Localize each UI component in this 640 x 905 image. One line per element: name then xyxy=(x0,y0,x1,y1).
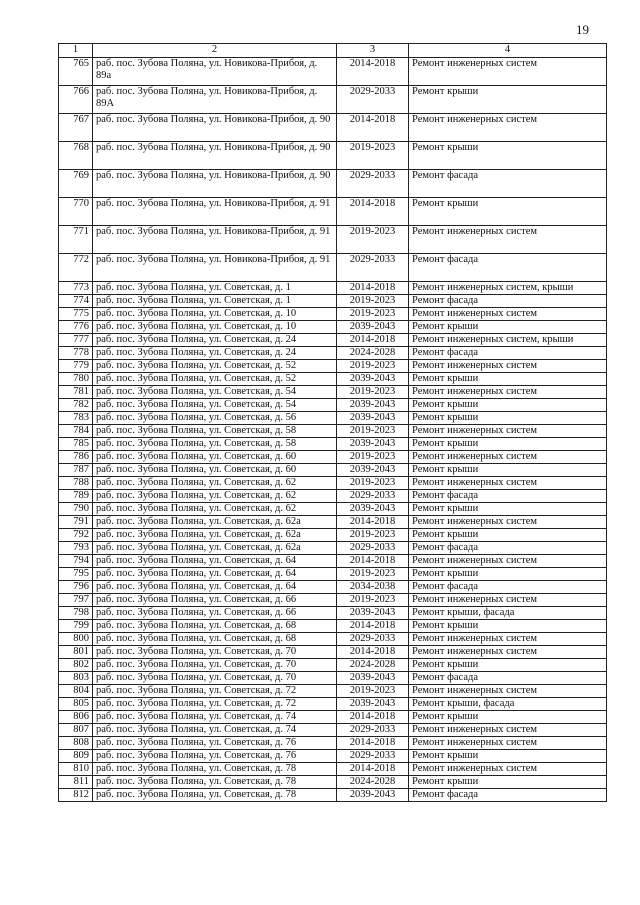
column-header: 1 xyxy=(59,44,93,58)
work-type-cell: Ремонт крыши xyxy=(409,142,607,170)
table-row xyxy=(59,308,607,321)
address-cell: раб. пос. Зубова Поляна, ул. Советская, д. 72 xyxy=(93,685,337,698)
period-cell: 2019-2023 xyxy=(337,568,409,581)
table-row xyxy=(59,685,607,698)
address-cell: раб. пос. Зубова Поляна, ул. Советская, д. 70 xyxy=(93,646,337,659)
work-type-cell: Ремонт инженерных систем xyxy=(409,386,607,399)
period-cell: 2019-2023 xyxy=(337,451,409,464)
period-cell: 2039-2043 xyxy=(337,672,409,685)
table-row xyxy=(59,334,607,347)
work-type-cell: Ремонт фасада xyxy=(409,254,607,282)
work-type-cell: Ремонт крыши xyxy=(409,373,607,386)
column-header: 3 xyxy=(337,44,409,58)
work-type-cell: Ремонт фасада xyxy=(409,581,607,594)
address-cell: раб. пос. Зубова Поляна, ул. Советская, д. 52 xyxy=(93,373,337,386)
address-cell: раб. пос. Зубова Поляна, ул. Советская, д. 54 xyxy=(93,399,337,412)
row-number: 812 xyxy=(59,789,93,802)
column-number-row xyxy=(59,44,607,58)
row-number: 801 xyxy=(59,646,93,659)
table-row xyxy=(59,724,607,737)
row-number: 787 xyxy=(59,464,93,477)
address-cell: раб. пос. Зубова Поляна, ул. Советская, д. 62а xyxy=(93,529,337,542)
work-type-cell: Ремонт инженерных систем xyxy=(409,360,607,373)
table-row xyxy=(59,425,607,438)
address-cell: раб. пос. Зубова Поляна, ул. Новикова-Прибоя, д. 89А xyxy=(93,86,337,114)
row-number: 795 xyxy=(59,568,93,581)
row-number: 798 xyxy=(59,607,93,620)
address-cell: раб. пос. Зубова Поляна, ул. Советская, д. 78 xyxy=(93,789,337,802)
address-cell: раб. пос. Зубова Поляна, ул. Советская, д. 56 xyxy=(93,412,337,425)
table-row xyxy=(59,360,607,373)
period-cell: 2019-2023 xyxy=(337,685,409,698)
work-type-cell: Ремонт крыши xyxy=(409,776,607,789)
period-cell: 2024-2028 xyxy=(337,347,409,360)
address-cell: раб. пос. Зубова Поляна, ул. Советская, д. 1 xyxy=(93,295,337,308)
table-row xyxy=(59,789,607,802)
work-type-cell: Ремонт фасада xyxy=(409,347,607,360)
table-row xyxy=(59,86,607,114)
work-type-cell: Ремонт крыши xyxy=(409,464,607,477)
row-number: 771 xyxy=(59,226,93,254)
column-header: 2 xyxy=(93,44,337,58)
row-number: 807 xyxy=(59,724,93,737)
work-type-cell: Ремонт крыши xyxy=(409,620,607,633)
period-cell: 2039-2043 xyxy=(337,464,409,477)
table-row xyxy=(59,282,607,295)
row-number: 811 xyxy=(59,776,93,789)
table-row xyxy=(59,737,607,750)
table-body xyxy=(59,58,607,802)
address-cell: раб. пос. Зубова Поляна, ул. Советская, д. 68 xyxy=(93,620,337,633)
address-cell: раб. пос. Зубова Поляна, ул. Советская, д. 10 xyxy=(93,308,337,321)
row-number: 785 xyxy=(59,438,93,451)
work-type-cell: Ремонт инженерных систем xyxy=(409,226,607,254)
work-type-cell: Ремонт крыши xyxy=(409,86,607,114)
work-type-cell: Ремонт фасада xyxy=(409,490,607,503)
work-type-cell: Ремонт инженерных систем xyxy=(409,477,607,490)
address-cell: раб. пос. Зубова Поляна, ул. Советская, д. 66 xyxy=(93,594,337,607)
row-number: 782 xyxy=(59,399,93,412)
row-number: 805 xyxy=(59,698,93,711)
address-cell: раб. пос. Зубова Поляна, ул. Советская, д. 76 xyxy=(93,750,337,763)
row-number: 765 xyxy=(59,58,93,86)
work-type-cell: Ремонт инженерных систем xyxy=(409,594,607,607)
period-cell: 2039-2043 xyxy=(337,789,409,802)
work-type-cell: Ремонт крыши xyxy=(409,750,607,763)
work-type-cell: Ремонт крыши xyxy=(409,659,607,672)
period-cell: 2019-2023 xyxy=(337,477,409,490)
work-type-cell: Ремонт инженерных систем xyxy=(409,555,607,568)
row-number: 768 xyxy=(59,142,93,170)
work-type-cell: Ремонт инженерных систем xyxy=(409,633,607,646)
address-cell: раб. пос. Зубова Поляна, ул. Советская, д. 62 xyxy=(93,503,337,516)
address-cell: раб. пос. Зубова Поляна, ул. Советская, д. 62 xyxy=(93,490,337,503)
period-cell: 2039-2043 xyxy=(337,698,409,711)
address-cell: раб. пос. Зубова Поляна, ул. Советская, д. 64 xyxy=(93,555,337,568)
period-cell: 2029-2033 xyxy=(337,170,409,198)
row-number: 772 xyxy=(59,254,93,282)
period-cell: 2039-2043 xyxy=(337,373,409,386)
row-number: 774 xyxy=(59,295,93,308)
table-row xyxy=(59,386,607,399)
row-number: 804 xyxy=(59,685,93,698)
work-type-cell: Ремонт инженерных систем xyxy=(409,724,607,737)
table-row xyxy=(59,672,607,685)
period-cell: 2014-2018 xyxy=(337,737,409,750)
work-type-cell: Ремонт инженерных систем xyxy=(409,451,607,464)
row-number: 793 xyxy=(59,542,93,555)
row-number: 780 xyxy=(59,373,93,386)
row-number: 775 xyxy=(59,308,93,321)
capital-repair-table xyxy=(58,43,607,802)
work-type-cell: Ремонт инженерных систем xyxy=(409,58,607,86)
address-cell: раб. пос. Зубова Поляна, ул. Советская, д. 66 xyxy=(93,607,337,620)
address-cell: раб. пос. Зубова Поляна, ул. Советская, д. 64 xyxy=(93,568,337,581)
work-type-cell: Ремонт крыши xyxy=(409,503,607,516)
address-cell: раб. пос. Зубова Поляна, ул. Новикова-Прибоя, д. 91 xyxy=(93,254,337,282)
row-number: 786 xyxy=(59,451,93,464)
table-row xyxy=(59,750,607,763)
period-cell: 2034-2038 xyxy=(337,581,409,594)
address-cell: раб. пос. Зубова Поляна, ул. Советская, д. 62а xyxy=(93,542,337,555)
table-row xyxy=(59,776,607,789)
table-row xyxy=(59,295,607,308)
work-type-cell: Ремонт крыши xyxy=(409,438,607,451)
period-cell: 2024-2028 xyxy=(337,659,409,672)
period-cell: 2019-2023 xyxy=(337,386,409,399)
address-cell: раб. пос. Зубова Поляна, ул. Советская, д. 1 xyxy=(93,282,337,295)
table-row xyxy=(59,555,607,568)
period-cell: 2029-2033 xyxy=(337,542,409,555)
period-cell: 2029-2033 xyxy=(337,254,409,282)
address-cell: раб. пос. Зубова Поляна, ул. Советская, д. 76 xyxy=(93,737,337,750)
address-cell: раб. пос. Зубова Поляна, ул. Советская, д. 58 xyxy=(93,438,337,451)
period-cell: 2019-2023 xyxy=(337,142,409,170)
period-cell: 2014-2018 xyxy=(337,763,409,776)
row-number: 799 xyxy=(59,620,93,633)
period-cell: 2019-2023 xyxy=(337,425,409,438)
table-row xyxy=(59,698,607,711)
period-cell: 2014-2018 xyxy=(337,555,409,568)
address-cell: раб. пос. Зубова Поляна, ул. Советская, д. 24 xyxy=(93,347,337,360)
period-cell: 2014-2018 xyxy=(337,198,409,226)
address-cell: раб. пос. Зубова Поляна, ул. Новикова-Прибоя, д. 91 xyxy=(93,226,337,254)
address-cell: раб. пос. Зубова Поляна, ул. Новикова-Прибоя, д. 89а xyxy=(93,58,337,86)
table-row xyxy=(59,607,607,620)
table-row xyxy=(59,412,607,425)
work-type-cell: Ремонт крыши xyxy=(409,198,607,226)
work-type-cell: Ремонт крыши, фасада xyxy=(409,698,607,711)
table-row xyxy=(59,763,607,776)
row-number: 781 xyxy=(59,386,93,399)
row-number: 810 xyxy=(59,763,93,776)
table-row xyxy=(59,581,607,594)
work-type-cell: Ремонт инженерных систем xyxy=(409,114,607,142)
row-number: 803 xyxy=(59,672,93,685)
work-type-cell: Ремонт инженерных систем xyxy=(409,737,607,750)
table-row xyxy=(59,490,607,503)
period-cell: 2039-2043 xyxy=(337,438,409,451)
table-row xyxy=(59,620,607,633)
period-cell: 2039-2043 xyxy=(337,503,409,516)
work-type-cell: Ремонт инженерных систем xyxy=(409,308,607,321)
period-cell: 2014-2018 xyxy=(337,114,409,142)
period-cell: 2019-2023 xyxy=(337,360,409,373)
work-type-cell: Ремонт инженерных систем xyxy=(409,516,607,529)
table-row xyxy=(59,633,607,646)
table-row xyxy=(59,347,607,360)
address-cell: раб. пос. Зубова Поляна, ул. Новикова-Прибоя, д. 90 xyxy=(93,170,337,198)
work-type-cell: Ремонт крыши, фасада xyxy=(409,607,607,620)
period-cell: 2019-2023 xyxy=(337,529,409,542)
row-number: 783 xyxy=(59,412,93,425)
work-type-cell: Ремонт фасада xyxy=(409,542,607,555)
row-number: 773 xyxy=(59,282,93,295)
period-cell: 2029-2033 xyxy=(337,86,409,114)
table-row xyxy=(59,503,607,516)
address-cell: раб. пос. Зубова Поляна, ул. Советская, д. 70 xyxy=(93,659,337,672)
table-row xyxy=(59,516,607,529)
period-cell: 2014-2018 xyxy=(337,516,409,529)
address-cell: раб. пос. Зубова Поляна, ул. Советская, д. 64 xyxy=(93,581,337,594)
work-type-cell: Ремонт крыши xyxy=(409,412,607,425)
period-cell: 2039-2043 xyxy=(337,321,409,334)
period-cell: 2019-2023 xyxy=(337,594,409,607)
work-type-cell: Ремонт инженерных систем, крыши xyxy=(409,282,607,295)
address-cell: раб. пос. Зубова Поляна, ул. Советская, д. 62 xyxy=(93,477,337,490)
row-number: 779 xyxy=(59,360,93,373)
work-type-cell: Ремонт крыши xyxy=(409,568,607,581)
period-cell: 2029-2033 xyxy=(337,633,409,646)
row-number: 792 xyxy=(59,529,93,542)
address-cell: раб. пос. Зубова Поляна, ул. Советская, д. 60 xyxy=(93,451,337,464)
work-type-cell: Ремонт фасада xyxy=(409,170,607,198)
period-cell: 2029-2033 xyxy=(337,724,409,737)
row-number: 796 xyxy=(59,581,93,594)
period-cell: 2019-2023 xyxy=(337,308,409,321)
table-row xyxy=(59,464,607,477)
table-row xyxy=(59,438,607,451)
table-row xyxy=(59,170,607,198)
address-cell: раб. пос. Зубова Поляна, ул. Советская, д. 68 xyxy=(93,633,337,646)
address-cell: раб. пос. Зубова Поляна, ул. Советская, д. 78 xyxy=(93,776,337,789)
address-cell: раб. пос. Зубова Поляна, ул. Советская, д. 54 xyxy=(93,386,337,399)
row-number: 809 xyxy=(59,750,93,763)
table-row xyxy=(59,254,607,282)
table-row xyxy=(59,373,607,386)
row-number: 791 xyxy=(59,516,93,529)
row-number: 797 xyxy=(59,594,93,607)
address-cell: раб. пос. Зубова Поляна, ул. Советская, д. 10 xyxy=(93,321,337,334)
work-type-cell: Ремонт крыши xyxy=(409,399,607,412)
table-row xyxy=(59,451,607,464)
row-number: 777 xyxy=(59,334,93,347)
work-type-cell: Ремонт инженерных систем, крыши xyxy=(409,334,607,347)
row-number: 800 xyxy=(59,633,93,646)
address-cell: раб. пос. Зубова Поляна, ул. Советская, д. 74 xyxy=(93,724,337,737)
table-row xyxy=(59,399,607,412)
table-row xyxy=(59,226,607,254)
row-number: 794 xyxy=(59,555,93,568)
address-cell: раб. пос. Зубова Поляна, ул. Советская, д. 78 xyxy=(93,763,337,776)
period-cell: 2029-2033 xyxy=(337,750,409,763)
row-number: 776 xyxy=(59,321,93,334)
address-cell: раб. пос. Зубова Поляна, ул. Советская, д. 24 xyxy=(93,334,337,347)
period-cell: 2039-2043 xyxy=(337,607,409,620)
period-cell: 2014-2018 xyxy=(337,58,409,86)
work-type-cell: Ремонт фасада xyxy=(409,672,607,685)
address-cell: раб. пос. Зубова Поляна, ул. Советская, д. 62а xyxy=(93,516,337,529)
period-cell: 2014-2018 xyxy=(337,282,409,295)
period-cell: 2014-2018 xyxy=(337,646,409,659)
work-type-cell: Ремонт инженерных систем xyxy=(409,763,607,776)
address-cell: раб. пос. Зубова Поляна, ул. Советская, д. 52 xyxy=(93,360,337,373)
row-number: 770 xyxy=(59,198,93,226)
address-cell: раб. пос. Зубова Поляна, ул. Советская, д. 74 xyxy=(93,711,337,724)
address-cell: раб. пос. Зубова Поляна, ул. Советская, д. 58 xyxy=(93,425,337,438)
address-cell: раб. пос. Зубова Поляна, ул. Советская, д. 72 xyxy=(93,698,337,711)
table-row xyxy=(59,646,607,659)
table-row xyxy=(59,321,607,334)
work-type-cell: Ремонт инженерных систем xyxy=(409,685,607,698)
row-number: 802 xyxy=(59,659,93,672)
work-type-cell: Ремонт крыши xyxy=(409,529,607,542)
row-number: 778 xyxy=(59,347,93,360)
period-cell: 2014-2018 xyxy=(337,620,409,633)
period-cell: 2019-2023 xyxy=(337,226,409,254)
table-row xyxy=(59,58,607,86)
work-type-cell: Ремонт фасада xyxy=(409,789,607,802)
address-cell: раб. пос. Зубова Поляна, ул. Новикова-Прибоя, д. 90 xyxy=(93,114,337,142)
table-row xyxy=(59,477,607,490)
work-type-cell: Ремонт крыши xyxy=(409,711,607,724)
row-number: 766 xyxy=(59,86,93,114)
address-cell: раб. пос. Зубова Поляна, ул. Советская, д. 60 xyxy=(93,464,337,477)
address-cell: раб. пос. Зубова Поляна, ул. Советская, д. 70 xyxy=(93,672,337,685)
table-row xyxy=(59,114,607,142)
period-cell: 2019-2023 xyxy=(337,295,409,308)
row-number: 788 xyxy=(59,477,93,490)
address-cell: раб. пос. Зубова Поляна, ул. Новикова-Прибоя, д. 90 xyxy=(93,142,337,170)
work-type-cell: Ремонт крыши xyxy=(409,321,607,334)
row-number: 790 xyxy=(59,503,93,516)
table-row xyxy=(59,142,607,170)
row-number: 769 xyxy=(59,170,93,198)
table-row xyxy=(59,568,607,581)
row-number: 789 xyxy=(59,490,93,503)
period-cell: 2039-2043 xyxy=(337,399,409,412)
row-number: 806 xyxy=(59,711,93,724)
period-cell: 2014-2018 xyxy=(337,711,409,724)
row-number: 808 xyxy=(59,737,93,750)
period-cell: 2039-2043 xyxy=(337,412,409,425)
column-header: 4 xyxy=(409,44,607,58)
work-type-cell: Ремонт инженерных систем xyxy=(409,646,607,659)
table-row xyxy=(59,542,607,555)
page-number: 19 xyxy=(576,22,589,37)
table-row xyxy=(59,659,607,672)
row-number: 767 xyxy=(59,114,93,142)
period-cell: 2029-2033 xyxy=(337,490,409,503)
table-row xyxy=(59,711,607,724)
table-row xyxy=(59,198,607,226)
row-number: 784 xyxy=(59,425,93,438)
work-type-cell: Ремонт фасада xyxy=(409,295,607,308)
table-row xyxy=(59,529,607,542)
table-row xyxy=(59,594,607,607)
period-cell: 2024-2028 xyxy=(337,776,409,789)
work-type-cell: Ремонт инженерных систем xyxy=(409,425,607,438)
address-cell: раб. пос. Зубова Поляна, ул. Новикова-Прибоя, д. 91 xyxy=(93,198,337,226)
period-cell: 2014-2018 xyxy=(337,334,409,347)
